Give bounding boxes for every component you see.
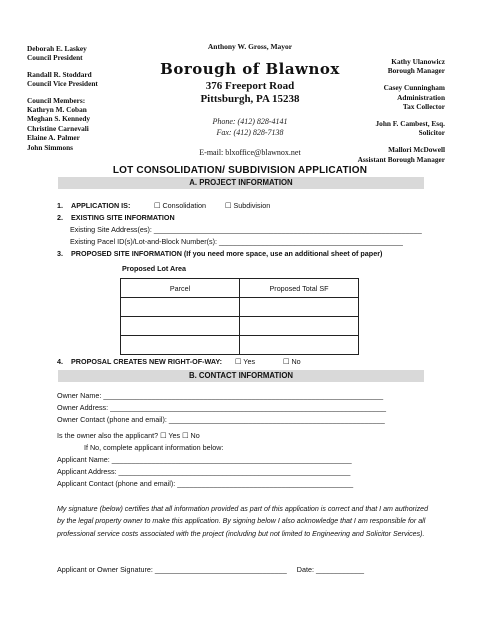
borough-name: Borough of Blawnox: [160, 60, 340, 78]
section-b-header: B. CONTACT INFORMATION: [58, 370, 424, 382]
total-sf-column-header: Proposed Total SF: [240, 279, 359, 298]
proposed-site-heading: [57, 249, 382, 259]
proposed-site-note: (If you need more space, use an additional sheet of paper): [181, 249, 383, 258]
question-number: 2.: [57, 213, 63, 222]
official-title: Council Vice President: [27, 79, 98, 89]
table-row: [121, 298, 359, 317]
proposed-site-label: PROPOSED SITE INFORMATION: [71, 249, 182, 258]
table-row: [121, 317, 359, 336]
total-sf-cell[interactable]: [240, 336, 359, 355]
staff-name: Mallori McDowell: [388, 145, 445, 155]
staff-title: Administration: [397, 92, 445, 102]
right-of-way-yes-checkbox[interactable]: ☐ Yes: [235, 357, 256, 366]
applicant-contact-field[interactable]: Applicant Contact (phone and email): ____________________________________________: [57, 479, 354, 488]
address-line-1: 376 Freeport Road: [205, 80, 295, 92]
form-title: LOT CONSOLIDATION/ SUBDIVISION APPLICATION: [112, 165, 368, 176]
consolidation-checkbox[interactable]: ☐ Consolidation: [154, 201, 206, 210]
parcel-column-header: Parcel: [121, 279, 240, 298]
question-number: 4.: [57, 357, 63, 366]
email-address: E-mail: blxoffice@blawnox.net: [199, 148, 301, 157]
owner-is-applicant-question[interactable]: Is the owner also the applicant? ☐ Yes ☐ No: [57, 431, 200, 440]
staff-name: Casey Cunningham: [383, 83, 445, 93]
address-line-2: Pittsburgh, PA 15238: [200, 93, 300, 105]
total-sf-cell[interactable]: [240, 298, 359, 317]
parcel-cell[interactable]: [121, 298, 240, 317]
borough-staff: [358, 57, 445, 164]
certification-statement: My signature (below) certifies that all information provided as part of this application is correct and that I am authorized by the legal property owner to make this application. By signing below I also acknowledge that I am responsible for all professional service costs associated with the project (including but not limited to Engineering and Solicitor Services).: [57, 505, 429, 538]
council-member: Kathryn M. Coban: [27, 105, 87, 115]
mayor-name: Anthony W. Gross, Mayor: [207, 42, 293, 51]
signature-row: [57, 565, 364, 575]
existing-site-label: EXISTING SITE INFORMATION: [71, 213, 175, 222]
subdivision-checkbox[interactable]: ☐ Subdivision: [225, 201, 271, 210]
parcel-cell[interactable]: [121, 336, 240, 355]
table-row: [121, 336, 359, 355]
owner-contact-field[interactable]: Owner Contact (phone and email): ______________________________________________________: [57, 415, 385, 424]
council-member: John Simmons: [27, 142, 74, 152]
existing-parcel-id-field[interactable]: Existing Pacel ID(s)/Lot-and-Block Number(s): ______________________________________________: [70, 237, 403, 246]
existing-site-address-field[interactable]: Existing Site Address(es): ___________________________________________________________________: [70, 225, 422, 234]
official-name: Deborah E. Laskey: [27, 44, 87, 53]
lot-area-table-title: Proposed Lot Area: [122, 264, 187, 273]
section-a-header: A. PROJECT INFORMATION: [58, 177, 424, 189]
staff-title: Borough Manager: [387, 66, 445, 76]
contact-numbers: [150, 116, 350, 138]
council-member: Meghan S. Kennedy: [27, 114, 91, 124]
borough-address: [150, 80, 350, 106]
staff-name: John F. Cambest, Esq.: [375, 119, 445, 129]
question-number: 1.: [57, 201, 63, 210]
official-name: Randall R. Stoddard: [27, 69, 92, 79]
parcel-cell[interactable]: [121, 317, 240, 336]
signature-field[interactable]: Applicant or Owner Signature: _________________________________: [57, 565, 287, 574]
right-of-way-label: PROPOSAL CREATES NEW RIGHT-OF-WAY:: [71, 357, 223, 366]
council-members-label: Council Members:: [27, 95, 86, 105]
staff-title: Assistant Borough Manager: [357, 154, 445, 164]
right-of-way-no-checkbox[interactable]: ☐ No: [283, 357, 301, 366]
applicant-name-field[interactable]: Applicant Name: ____________________________________________________________: [57, 455, 352, 464]
phone-number: Phone: (412) 828-4141: [212, 117, 288, 126]
official-title: Council President: [27, 53, 83, 63]
council-member: Elaine A. Palmer: [27, 133, 80, 143]
date-field[interactable]: Date: ____________: [296, 565, 364, 574]
proposed-lot-area-table: [120, 278, 359, 355]
if-no-instruction: If No, complete applicant information below:: [84, 443, 224, 452]
total-sf-cell[interactable]: [240, 317, 359, 336]
council-officials: [27, 44, 98, 152]
staff-title: Tax Collector: [402, 101, 445, 111]
applicant-address-field[interactable]: Applicant Address: __________________________________________________________: [57, 467, 351, 476]
table-header-row: [121, 279, 359, 298]
staff-name: Kathy Ulanowicz: [391, 57, 445, 66]
right-of-way-row: [57, 357, 222, 367]
existing-site-heading: [57, 213, 175, 223]
application-type-row: [57, 201, 130, 211]
fax-number: Fax: (412) 828-7138: [216, 128, 284, 137]
council-member: Christine Carnevali: [27, 123, 89, 133]
application-type-label: APPLICATION IS:: [71, 201, 131, 210]
owner-address-field[interactable]: Owner Address: _____________________________________________________________________: [57, 403, 386, 412]
question-number: 3.: [57, 249, 63, 258]
staff-title: Solicitor: [418, 128, 445, 138]
owner-name-field[interactable]: Owner Name: ______________________________________________________________________: [57, 391, 384, 400]
